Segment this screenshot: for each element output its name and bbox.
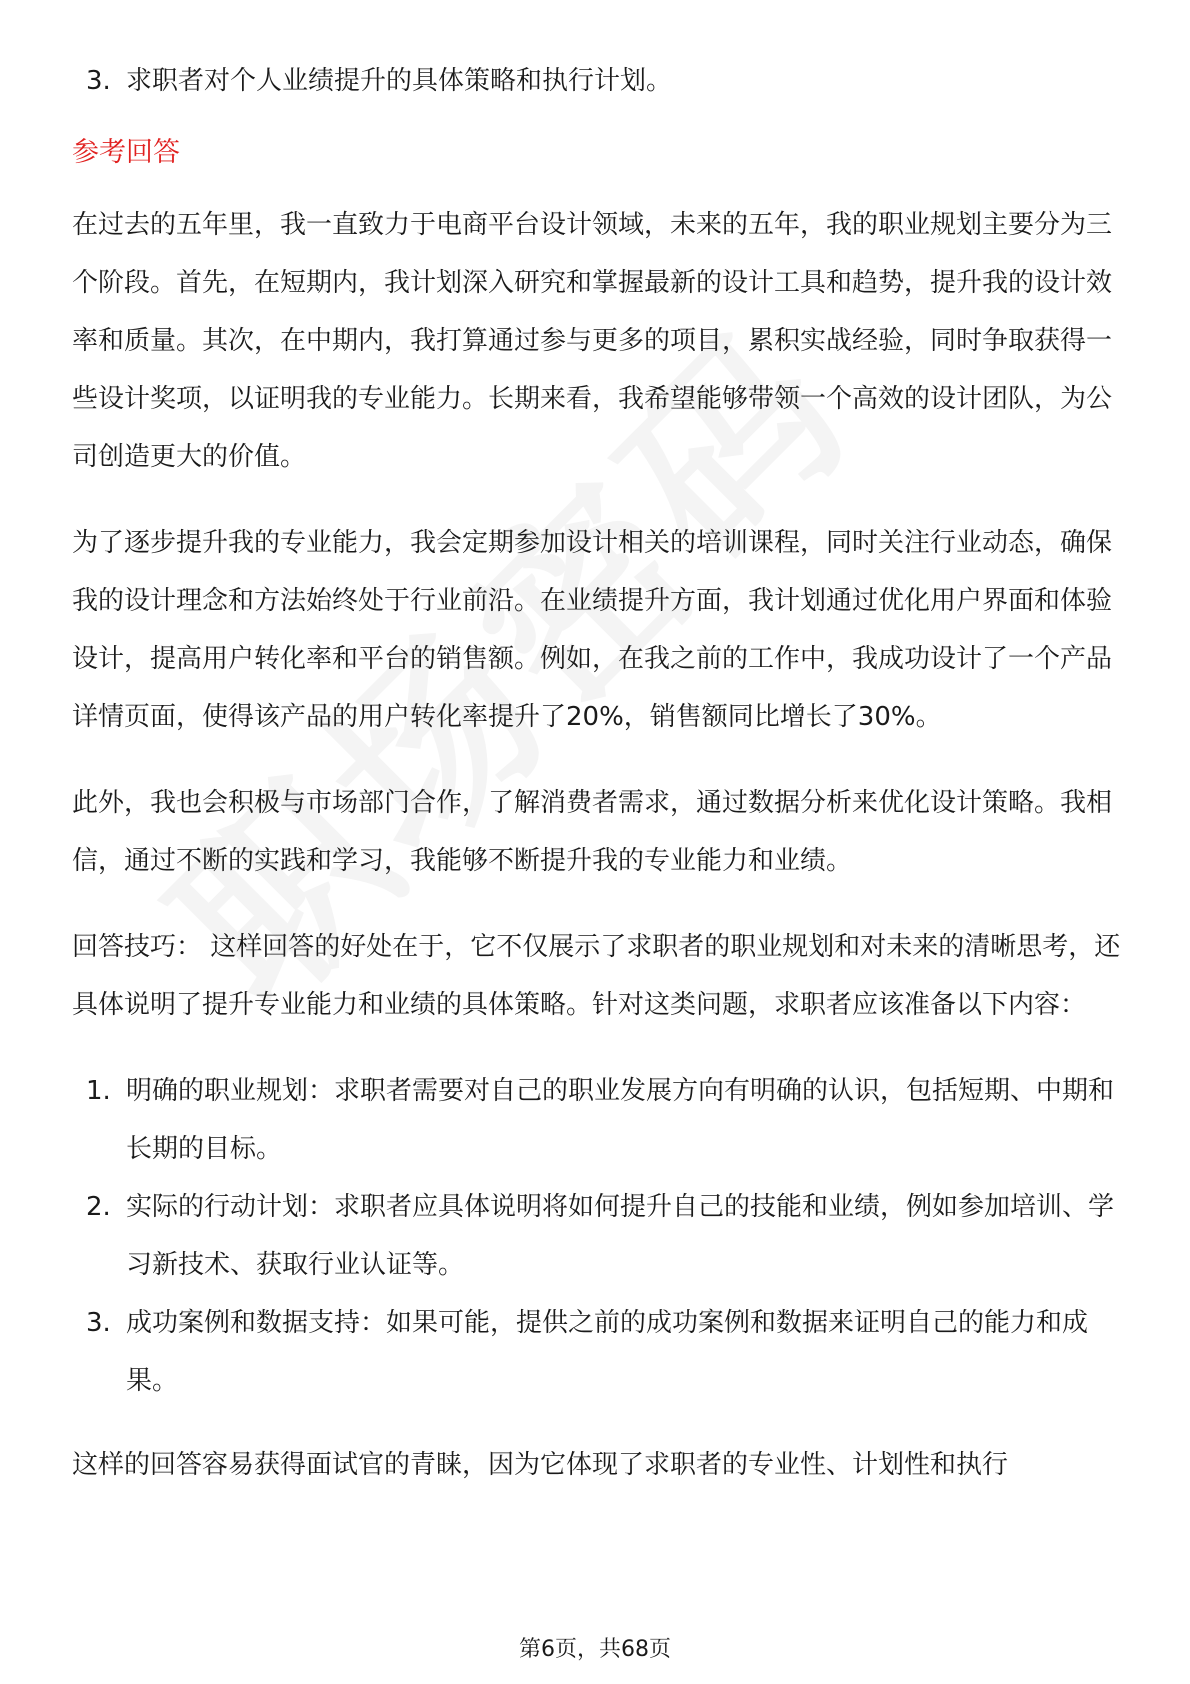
answer-heading: 参考回答: [72, 137, 180, 168]
tip-list-item: [72, 1294, 1122, 1410]
list-text: 成功案例和数据支持：如果可能，提供之前的成功案例和数据来证明自己的能力和成果。: [126, 1308, 1089, 1396]
answer-tip: 回答技巧： 这样回答的好处在于，它不仅展示了求职者的职业规划和对未来的清晰思考，还具体说明了提升专业能力和业绩的具体策略。针对这类问题，求职者应该准备以下内容：: [72, 932, 1121, 1020]
answer-paragraph-2: 为了逐步提升我的专业能力，我会定期参加设计相关的培训课程，同时关注行业动态，确保我的设计理念和方法始终处于行业前沿。在业绩提升方面，我计划通过优化用户界面和体验设计，提高用户转化率和平台的销售额。例如，在我之前的工作中，我成功设计了一个产品详情页面，使得该产品的用户转化率提升了20%，销售额同比增长了30%。: [72, 528, 1113, 732]
list-number: 3.: [86, 66, 111, 96]
list-text: 求职者对个人业绩提升的具体策略和执行计划。: [126, 66, 673, 96]
tip-list-item: [72, 1062, 1122, 1178]
answer-paragraph-3: 此外，我也会积极与市场部门合作，了解消费者需求，通过数据分析来优化设计策略。我相信，通过不断的实践和学习，我能够不断提升我的专业能力和业绩。: [72, 788, 1113, 876]
list-number: 3.: [86, 1308, 111, 1338]
tip-list: [72, 1062, 1122, 1410]
tip-list-item: [72, 1178, 1122, 1294]
closing-paragraph: 这样的回答容易获得面试官的青睐，因为它体现了求职者的专业性、计划性和执行: [72, 1450, 1009, 1480]
top-list-item: [72, 52, 1122, 110]
page-footer: 第6页，共68页: [519, 1637, 671, 1662]
list-text: 实际的行动计划：求职者应具体说明将如何提升自己的技能和业绩，例如参加培训、学习新技术、获取行业认证等。: [126, 1192, 1115, 1280]
list-text: 明确的职业规划：求职者需要对自己的职业发展方向有明确的认识，包括短期、中期和长期的目标。: [126, 1076, 1115, 1164]
list-number: 1.: [86, 1076, 111, 1106]
list-number: 2.: [86, 1192, 111, 1222]
page-content: [72, 52, 1122, 1522]
answer-paragraph-1: 在过去的五年里，我一直致力于电商平台设计领域，未来的五年，我的职业规划主要分为三个阶段。首先，在短期内，我计划深入研究和掌握最新的设计工具和趋势，提升我的设计效率和质量。其次，在中期内，我打算通过参与更多的项目，累积实战经验，同时争取获得一些设计奖项，以证明我的专业能力。长期来看，我希望能够带领一个高效的设计团队，为公司创造更大的价值。: [72, 210, 1113, 472]
